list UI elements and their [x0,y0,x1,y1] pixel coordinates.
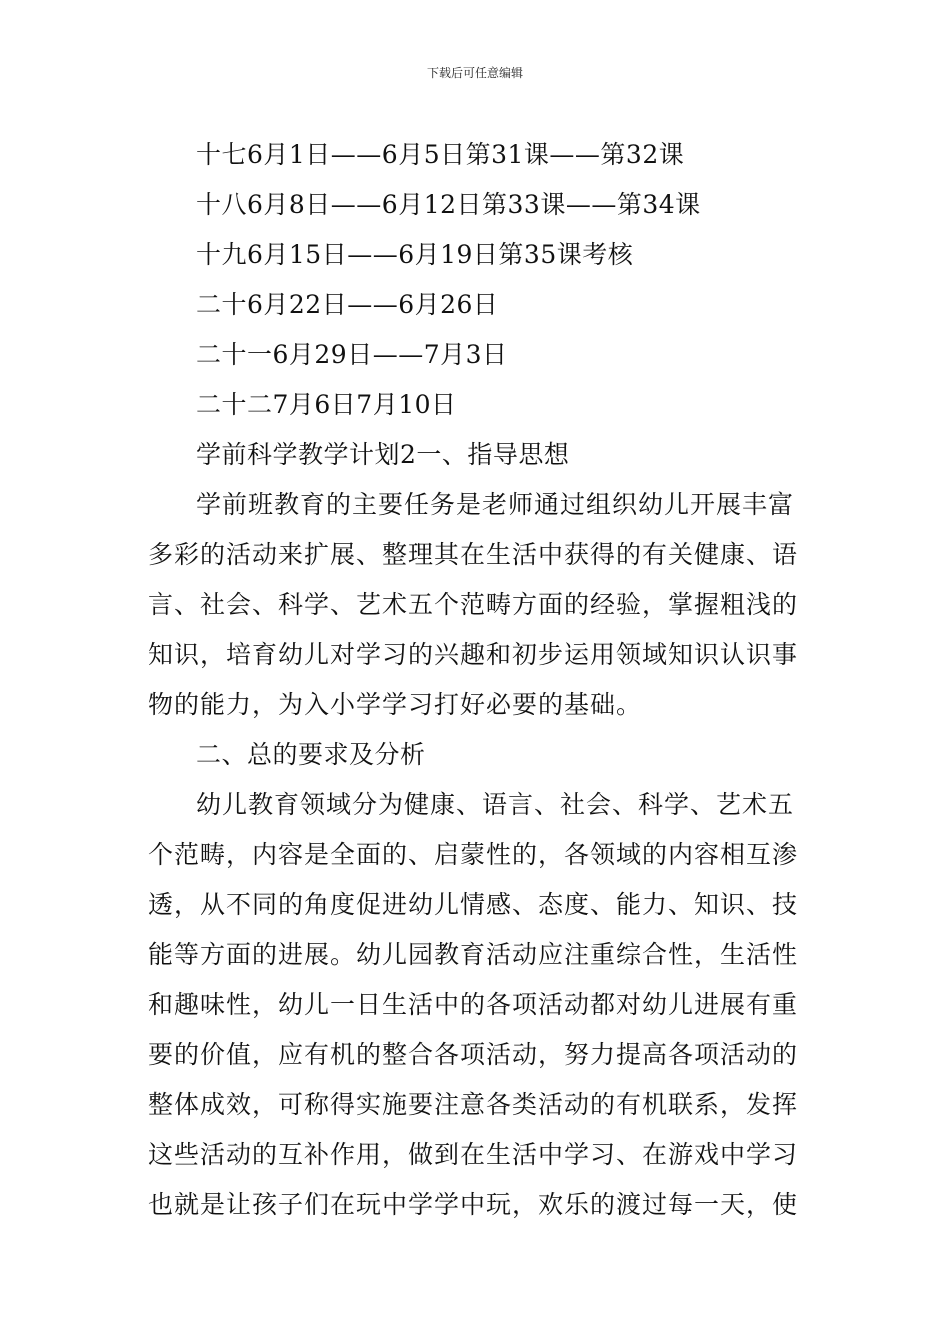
section-title: 学前科学教学计划2一、指导思想 [196,440,570,469]
document-body [148,130,813,1230]
paragraph-line: 学前班教育的主要任务是老师通过组织幼儿开展丰富 [196,490,795,519]
schedule-line: 二十一6月29日——7月3日 [196,340,508,369]
section-title: 二、总的要求及分析 [196,740,426,769]
paragraph-line: 和趣味性，幼儿一日生活中的各项活动都对幼儿进展有重 [148,990,799,1019]
schedule-line: 十七6月1日——6月5日第31课——第32课 [196,140,685,169]
paragraph-guiding-thought [148,480,813,730]
paragraph-line: 个范畴，内容是全面的、启蒙性的，各领域的内容相互渗 [148,840,799,869]
schedule-line: 十八6月8日——6月12日第33课——第34课 [196,190,701,219]
paragraph-line: 也就是让孩子们在玩中学学中玩，欢乐的渡过每一天，使 [148,1190,799,1219]
paragraph-requirements [148,780,813,1230]
schedule-line: 二十6月22日——6月26日 [196,290,499,319]
paragraph-line: 要的价值，应有机的整合各项活动，努力提高各项活动的 [148,1040,799,1069]
paragraph-line: 能等方面的进展。幼儿园教育活动应注重综合性，生活性 [148,940,799,969]
paragraph-line: 知识，培育幼儿对学习的兴趣和初步运用领域知识认识事 [148,640,799,669]
paragraph-line: 多彩的活动来扩展、整理其在生活中获得的有关健康、语 [148,540,799,569]
paragraph-line: 物的能力，为入小学学习打好必要的基础。 [148,690,643,719]
schedule-line: 二十二7月6日7月10日 [196,390,457,419]
page-header: 下载后可任意编辑 [426,66,523,80]
schedule-line: 十九6月15日——6月19日第35课考核 [196,240,634,269]
paragraph-line: 透，从不同的角度促进幼儿情感、态度、能力、知识、技 [148,890,799,919]
paragraph-line: 这些活动的互补作用，做到在生活中学习、在游戏中学习 [148,1140,799,1169]
paragraph-line: 整体成效，可称得实施要注意各类活动的有机联系，发挥 [148,1090,799,1119]
paragraph-line: 言、社会、科学、艺术五个范畴方面的经验，掌握粗浅的 [148,590,799,619]
paragraph-line: 幼儿教育领域分为健康、语言、社会、科学、艺术五 [196,790,795,819]
